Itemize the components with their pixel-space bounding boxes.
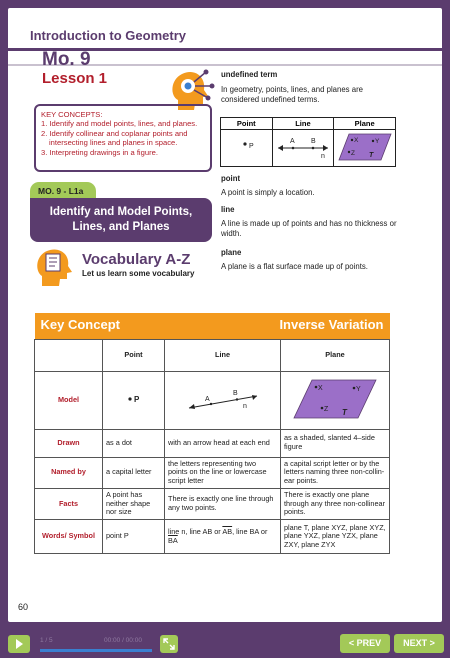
row-header: Model — [35, 371, 103, 429]
model-line-cell — [165, 371, 281, 429]
symbol-ab: $\overline{AB}$ — [222, 526, 233, 536]
def-term: plane — [221, 248, 242, 257]
def-text: A line is made up of points and has no thickness or width. — [221, 219, 397, 238]
symbol-ba: $\overline{BA}$ — [168, 535, 178, 545]
mini-line-cell — [272, 130, 334, 167]
table-cell: the letters representing two points on the line or lowercase script letter — [165, 457, 281, 488]
prev-button[interactable]: < PREV — [340, 634, 390, 653]
model-plane-y: Y — [356, 385, 361, 393]
key-concept-table — [34, 313, 390, 554]
topic-banner — [30, 198, 212, 242]
model-point-cell — [103, 371, 165, 429]
plane-label-t: T — [368, 152, 373, 159]
line-point-b: B — [310, 138, 316, 145]
line-label-n: n — [320, 153, 325, 160]
topic-line: Lines, and Planes — [72, 221, 170, 233]
plane-point-y: Y — [374, 138, 379, 145]
model-plane-z: Z — [324, 405, 329, 413]
expand-button[interactable] — [160, 635, 178, 653]
model-point-label: P — [133, 394, 139, 404]
module-label: Mo. 9 — [42, 49, 91, 70]
model-line-a: A — [204, 395, 210, 403]
mini-header: Point — [221, 118, 273, 130]
expand-icon — [160, 635, 178, 653]
model-line-figure — [183, 384, 263, 414]
section-tag: MO. 9 - L1a — [30, 182, 96, 200]
table-cell: as a shaded, slanted 4–side figure — [281, 429, 390, 457]
row-header: Facts — [35, 488, 103, 519]
play-button[interactable] — [8, 635, 30, 653]
page-number: 60 — [18, 602, 29, 612]
row-header: Words/ Symbol — [35, 520, 103, 554]
mini-plane-cell — [334, 130, 396, 167]
point-figure — [221, 130, 271, 164]
def-undefined — [221, 70, 401, 105]
row-header: Named by — [35, 457, 103, 488]
table-cell: a capital script letter or by the letters naming three non-collin-ear points. — [281, 457, 390, 488]
row-header: Drawn — [35, 429, 103, 457]
course-title: Introduction to Geometry — [30, 28, 186, 43]
def-term: line — [221, 205, 235, 214]
model-line-n: n — [242, 402, 247, 410]
mini-point-cell — [221, 130, 273, 167]
key-concept-item: 3. Interpreting drawings in a figure. — [41, 147, 158, 157]
table-cell: There is exactly one plane through any three non-collinear points. — [281, 488, 390, 519]
vocab-subtitle: Let us learn some vocabulary — [82, 269, 195, 278]
mini-table — [220, 117, 396, 167]
point-label: P — [249, 143, 254, 150]
mini-header: Line — [272, 118, 334, 130]
def-term: point — [221, 174, 241, 183]
model-plane-cell — [281, 371, 390, 429]
vocab-title: Vocabulary A-Z — [82, 251, 191, 268]
key-concept-item: 1. Identify and model points, lines, and planes. — [41, 119, 198, 129]
table-cell: plane T, plane XYZ, plane XYZ, plane YXZ, plane YZX, plane ZXY, plane ZYX — [281, 520, 390, 554]
model-plane-x: X — [318, 384, 323, 392]
key-concepts-title: KEY CONCEPTS: — [41, 110, 103, 119]
def-point — [221, 174, 401, 198]
time-display: 00:00 / 00:00 — [104, 637, 142, 644]
model-line-b: B — [232, 389, 238, 397]
table-cell: with an arrow head at each end — [165, 429, 281, 457]
next-button[interactable]: NEXT > — [394, 634, 444, 653]
plane-point-z: Z — [350, 150, 355, 157]
slide-counter: 1 / 5 — [40, 637, 53, 644]
key-concept-item: 2. Identify collinear and coplanar points and — [41, 128, 188, 138]
plane-point-x: X — [353, 137, 358, 144]
col-header: Point — [103, 339, 165, 371]
lesson-page — [8, 8, 442, 622]
table-cell: as a dot — [103, 429, 165, 457]
def-text: A plane is a flat surface made up of points. — [221, 262, 368, 271]
corner-cell — [35, 339, 103, 371]
table-cell: point P — [103, 520, 165, 554]
progress-track[interactable] — [40, 649, 152, 652]
def-text: A point is simply a location. — [221, 188, 315, 197]
topic-line: Identify and Model Points, — [49, 206, 193, 218]
table-cell: a capital letter — [103, 457, 165, 488]
col-header: Line — [165, 339, 281, 371]
def-term: undefined term — [221, 70, 278, 79]
model-point-figure — [114, 389, 154, 409]
play-icon — [8, 635, 30, 653]
col-header: Plane — [281, 339, 390, 371]
symbol-text: line n, line AB or — [168, 526, 223, 536]
lesson-label: Lesson 1 — [42, 70, 108, 87]
line-point-a: A — [289, 138, 295, 145]
table-cell: There is exactly one line through any two points. — [165, 488, 281, 519]
plane-figure — [335, 130, 395, 164]
symbol-cell — [165, 520, 281, 554]
key-concept-item: intersecting lines and planes in space. — [49, 138, 178, 148]
model-plane-t: T — [342, 407, 347, 417]
def-line — [221, 205, 401, 239]
def-plane — [221, 248, 401, 272]
def-text: In geometry, points, lines, and planes are considered undefined terms. — [221, 85, 364, 104]
symbol-text: , line BA or — [232, 526, 268, 536]
head-document-icon — [32, 244, 78, 288]
table-cell: A point has neither shape nor size — [103, 488, 165, 519]
key-concepts-box — [34, 104, 212, 172]
line-figure — [273, 130, 333, 164]
table-title: Key Concept — [35, 313, 165, 339]
table-subtitle: Inverse Variation — [165, 313, 390, 339]
mini-header: Plane — [334, 118, 396, 130]
model-plane-figure — [290, 378, 380, 420]
